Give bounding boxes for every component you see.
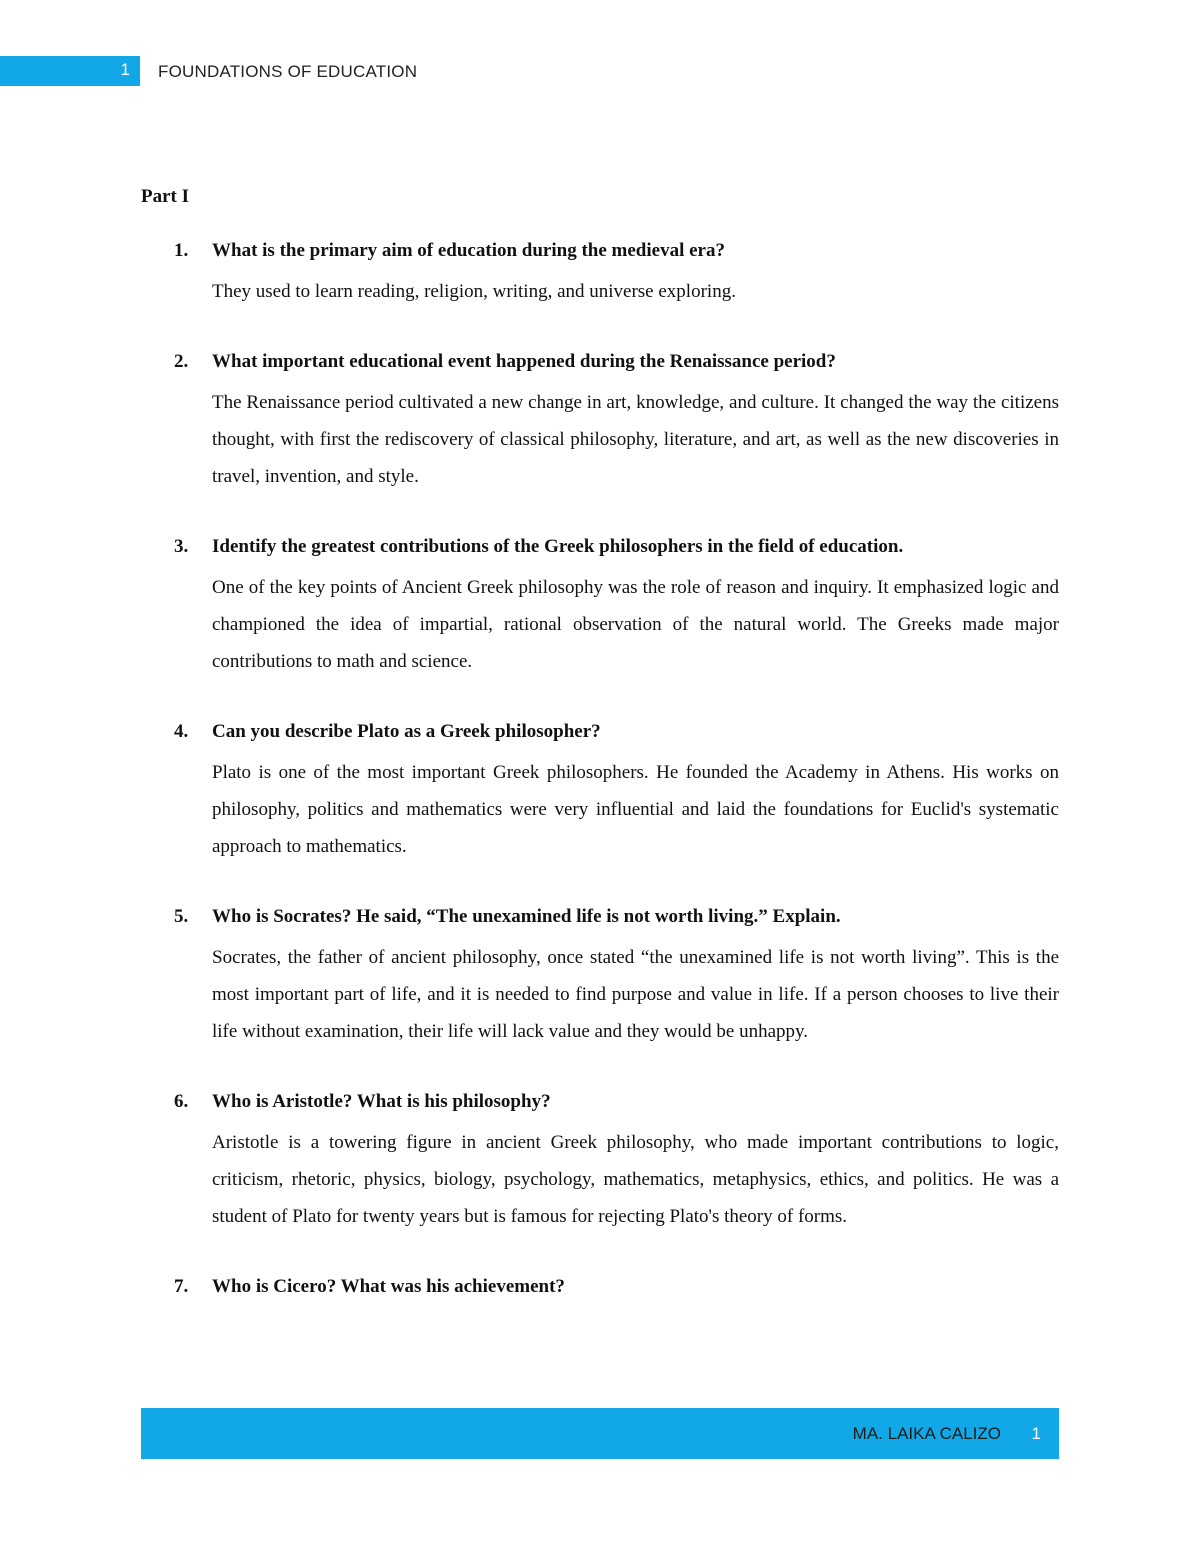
question-text: Can you describe Plato as a Greek philosopher? [212, 721, 601, 742]
answer-text: They used to learn reading, religion, writing, and universe exploring. [212, 281, 736, 302]
question-text: Who is Aristotle? What is his philosophy? [212, 1091, 551, 1112]
answer-text: Plato is one of the most important Greek philosophers. He founded the Academy in Athens. His works on philosophy, politics and mathematics were very influential and laid the foundations for Euclid's systematic approach to mathematics. [212, 762, 1059, 857]
question-number: 1. [174, 240, 189, 261]
question-number: 3. [174, 536, 189, 557]
question-item [141, 347, 1059, 495]
answer-text: One of the key points of Ancient Greek philosophy was the role of reason and inquiry. It emphasized logic and championed the idea of impartial, rational observation of the natural world. The Greeks made major contributions to math and science. [212, 577, 1059, 672]
answer-text: Aristotle is a towering figure in ancient Greek philosophy, who made important contributions to logic, criticism, rhetoric, physics, biology, psychology, mathematics, metaphysics, ethics, and politics. He was a student of Plato for twenty years but is famous for rejecting Plato's theory of forms. [212, 1132, 1059, 1227]
question-number: 4. [174, 721, 189, 742]
footer-author: MA. LAIKA CALIZO [852, 1424, 1001, 1443]
question-item [141, 236, 1059, 310]
question-item [141, 902, 1059, 1050]
question-item [141, 717, 1059, 865]
question-item [141, 532, 1059, 680]
header-page-number: 1 [120, 60, 130, 79]
question-item [141, 1087, 1059, 1235]
question-text: What important educational event happened during the Renaissance period? [212, 351, 836, 372]
question-text: Who is Cicero? What was his achievement? [212, 1276, 565, 1297]
question-number: 5. [174, 906, 189, 927]
footer-accent-bar [141, 1408, 1059, 1459]
question-number: 6. [174, 1091, 189, 1112]
footer-page-number: 1 [1031, 1424, 1041, 1443]
answer-text: The Renaissance period cultivated a new change in art, knowledge, and culture. It changed the way the citizens thought, with first the rediscovery of classical philosophy, literature, and art, as well as the new discoveries in travel, invention, and style. [212, 392, 1059, 487]
answer-text: Socrates, the father of ancient philosophy, once stated “the unexamined life is not worth living”. This is the most important part of life, and it is needed to find purpose and value in life. If a person chooses to live their life without examination, their life will lack value and they would be unhappy. [212, 947, 1059, 1042]
question-number: 7. [174, 1276, 189, 1297]
question-text: What is the primary aim of education during the medieval era? [212, 240, 725, 261]
part-heading: Part I [141, 186, 190, 207]
question-text: Who is Socrates? He said, “The unexamined life is not worth living.” Explain. [212, 906, 841, 927]
header-accent-bar [0, 56, 140, 86]
header-title: FOUNDATIONS OF EDUCATION [158, 62, 418, 81]
question-item [141, 1272, 1059, 1302]
question-list [141, 236, 1059, 1339]
question-text: Identify the greatest contributions of the Greek philosophers in the field of education. [212, 536, 904, 557]
question-number: 2. [174, 351, 189, 372]
